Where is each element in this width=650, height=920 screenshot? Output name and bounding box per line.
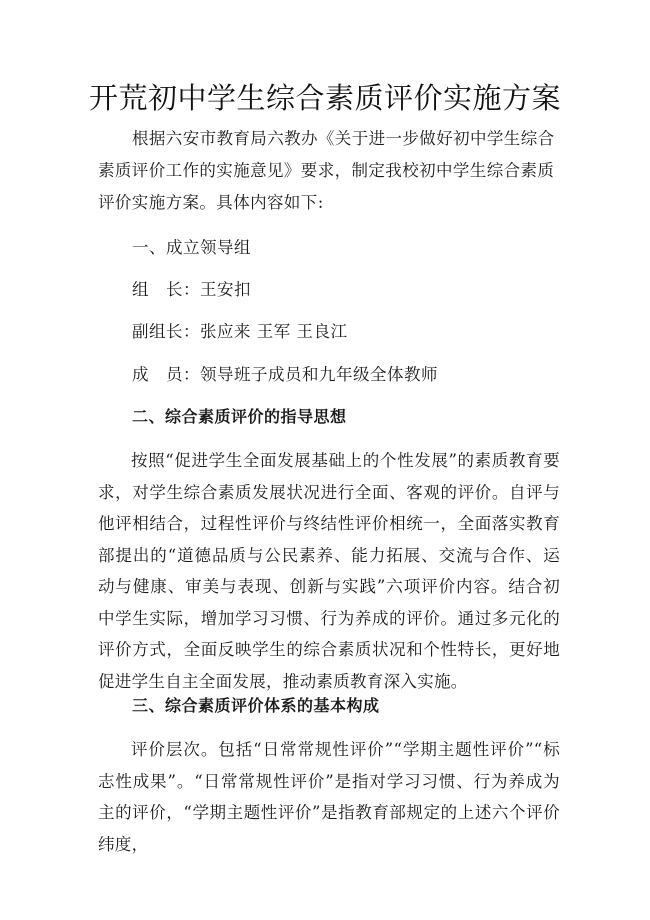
members-line: 成 员：领导班子成员和九年级全体教师 [132, 365, 438, 384]
section1-heading: 一、成立领导组 [132, 238, 251, 257]
leader-line: 组 长：王安扣 [132, 280, 251, 299]
deputy-line: 副组长：张应来 王军 王良江 [132, 322, 348, 341]
section2-body: 按照“促进学生全面发展基础上的个性发展”的素质教育要求，对学生综合素质发展状况进行全面、客观的评价。自评与他评相结合，过程性评价与终结性评价相统一，全面落实教育部提出的“道德品质与公民素养、能力拓展、交流与合作、运动与健康、审美与表现、创新与实践”六项评价内容。结合初中学生实际，增加学习习惯、行为养成的评价。通过多元化的评价方式，全面反映学生的综合素质状况和个性特长，更好地促进学生自主全面发展，推动素质教育深入实施。 [98, 451, 560, 691]
section3-body: 评价层次。包括“日常常规性评价”“学期主题性评价”“标志性成果”。“日常常规性评价”是指对学习习惯、行为养成为主的评价，“学期主题性评价”是指教育部规定的上述六个评价纬度， [98, 740, 560, 854]
intro-paragraph: 根据六安市教育局六教办《关于进一步做好初中学生综合素质评价工作的实施意见》要求，制定我校初中学生综合素质评价实施方案。具体内容如下: [98, 129, 555, 212]
section3-heading: 三、综合素质评价体系的基本构成 [132, 696, 380, 715]
section2-heading: 二、综合素质评价的指导思想 [132, 407, 347, 426]
document-title: 开荒初中学生综合素质评价实施方案 [88, 81, 561, 115]
